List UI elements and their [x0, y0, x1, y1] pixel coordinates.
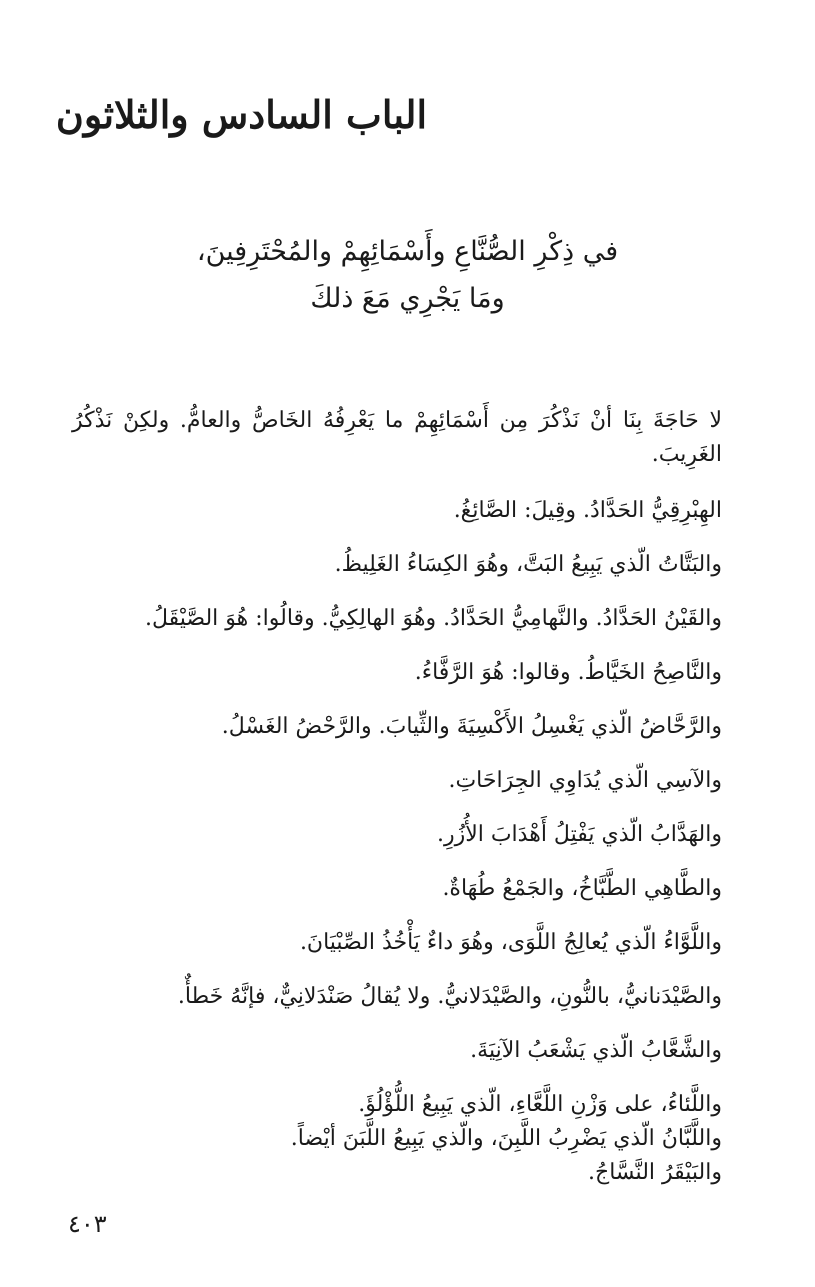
entry-paragraph: والرَّحَّاضُ الّذي يَغْسِلُ الأَكْسِيَةَ والثِّيابَ. والرَّحْضُ الغَسْلُ.: [221, 714, 722, 739]
entry-paragraph: والبَيْقَرُ النَّسَّاجُ.: [588, 1160, 722, 1185]
entry-paragraph: والشَّعَّابُ الّذي يَشْعَبُ الآنِيَةَ.: [470, 1038, 722, 1063]
entry-paragraph: الهِبْرِقِيُّ الحَدَّادُ. وقِيلَ: الصَّائِغُ.: [453, 498, 722, 523]
body-text: [72, 404, 722, 1190]
paragraph-intro: لا حَاجَةَ بِنَا أنْ نَذْكُرَ مِن أَسْمَائِهِمْ ما يَعْرِفُهُ الخَاصُّ والعامُّ. ولكِنْ نَذْكُرُ الغَرِيبَ.: [72, 408, 722, 467]
entry-paragraph: واللَّبَّانُ الّذي يَضْرِبُ اللَّبِنَ، والّذي يَبِيعُ اللَّبَنَ أيْضاً.: [290, 1126, 722, 1151]
entry-paragraph: والطَّاهِي الطَّبَّاخُ، والجَمْعُ طُهَاةٌ.: [442, 876, 722, 901]
chapter-subtitle: [0, 228, 815, 322]
page-number: ٤٠٣: [68, 1210, 107, 1238]
entry-paragraph: واللَّئاءُ، على وَزْنِ اللَّعَّاءِ، الّذي يَبِيعُ اللُّؤْلُؤَ.: [358, 1092, 722, 1117]
entry-paragraph: والصَّيْدَنانيُّ، بالنُّونِ، والصَّيْدَلانيُّ. ولا يُقالُ صَنْدَلانِيٌّ، فإنَّهُ خَطأٌ.: [177, 984, 722, 1009]
entry-paragraph: والهَدَّابُ الّذي يَفْتِلُ أَهْدَابَ الأُزُرِ.: [436, 822, 722, 847]
entry-paragraph: والبَتَّاتُ الّذي يَبِيعُ البَتَّ، وهُوَ الكِسَاءُ الغَلِيظُ.: [334, 552, 722, 577]
chapter-title: الباب السادس والثلاثون: [55, 92, 427, 137]
entry-paragraph: واللَّوَّاءُ الّذي يُعالِجُ اللَّوَى، وهُوَ داءٌ يَأْخُذُ الصِّبْيَانَ.: [299, 930, 722, 955]
subtitle-line-2: ومَا يَجْرِي مَعَ ذلكَ: [310, 283, 505, 314]
entry-paragraph: والنَّاصِحُ الخَيَّاطُ. وقالوا: هُوَ الرَّفَّاءُ.: [414, 660, 722, 685]
subtitle-line-1: في ذِكْرِ الصُّنَّاعِ وأَسْمَائِهِمْ والمُحْتَرِفِينَ،: [196, 236, 619, 267]
entry-paragraph: والآسِي الّذي يُدَاوِي الجِرَاحَاتِ.: [448, 768, 722, 793]
entry-paragraph: والقَيْنُ الحَدَّادُ. والنَّهامِيُّ الحَدَّادُ. وهُوَ الهالِكِيُّ. وقالُوا: هُوَ الصَّيْقَلُ.: [144, 606, 722, 631]
